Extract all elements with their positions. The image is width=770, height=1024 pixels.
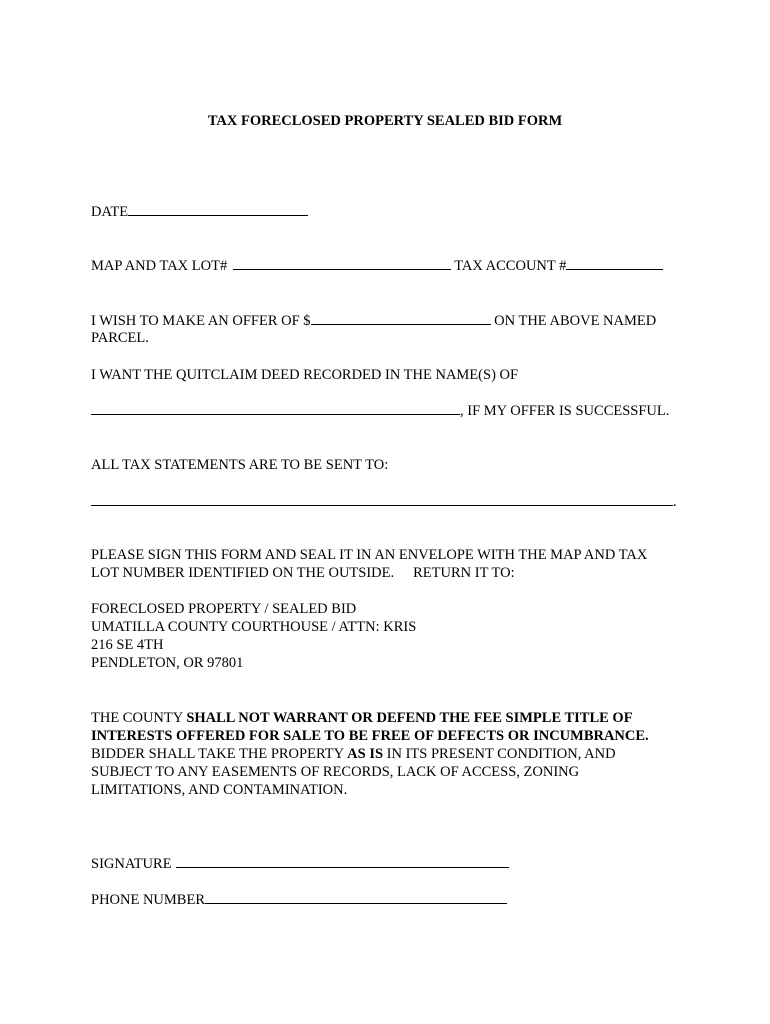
- disclaimer-line-1: [91, 709, 633, 727]
- offer-line2: PARCEL.: [91, 330, 149, 346]
- tax-account-label: TAX ACCOUNT #: [454, 258, 567, 274]
- address-line-4: PENDLETON, OR 97801: [91, 655, 244, 671]
- signature-row: [91, 854, 509, 873]
- offer-amount-field[interactable]: [311, 311, 491, 325]
- disclaimer-l3-plain-b: IN ITS PRESENT CONDITION, AND: [383, 746, 616, 762]
- offer-row: [91, 311, 656, 330]
- offer-suffix: ON THE ABOVE NAMED: [494, 313, 657, 329]
- date-label: DATE: [91, 204, 129, 220]
- phone-label: PHONE NUMBER: [91, 892, 205, 908]
- tax-account-field[interactable]: [566, 256, 663, 270]
- address-line-3: 216 SE 4TH: [91, 637, 164, 653]
- form-title: TAX FORECLOSED PROPERTY SEALED BID FORM: [207, 113, 563, 129]
- signature-field[interactable]: [176, 854, 509, 868]
- quitclaim-suffix: , IF MY OFFER IS SUCCESSFUL.: [460, 403, 670, 419]
- disclaimer-line-2: INTERESTS OFFERED FOR SALE TO BE FREE OF DEFECTS OR INCUMBRANCE.: [91, 728, 649, 744]
- address-line-2: UMATILLA COUNTY COURTHOUSE / ATTN: KRIS: [91, 619, 417, 635]
- quitclaim-line: I WANT THE QUITCLAIM DEED RECORDED IN THE NAME(S) OF: [91, 367, 519, 383]
- phone-field[interactable]: [205, 890, 507, 904]
- map-tax-lot-row: [91, 256, 663, 275]
- statements-address-field[interactable]: [91, 492, 673, 506]
- statements-label: ALL TAX STATEMENTS ARE TO BE SENT TO:: [91, 457, 389, 473]
- instructions-line2a: LOT NUMBER IDENTIFIED ON THE OUTSIDE.: [91, 565, 395, 581]
- quitclaim-name-field[interactable]: [91, 401, 460, 415]
- signature-label: SIGNATURE: [91, 856, 172, 872]
- date-row: [91, 202, 308, 221]
- disclaimer-l3-bold: AS IS: [347, 746, 384, 762]
- instructions-line1: PLEASE SIGN THIS FORM AND SEAL IT IN AN ENVELOPE WITH THE MAP AND TAX: [91, 547, 648, 563]
- instructions-line2: [91, 564, 515, 582]
- disclaimer-line-4: SUBJECT TO ANY EASEMENTS OF RECORDS, LACK OF ACCESS, ZONING: [91, 764, 580, 780]
- statements-address-row: [91, 492, 677, 511]
- disclaimer-line-5: LIMITATIONS, AND CONTAMINATION.: [91, 782, 348, 798]
- offer-prefix: I WISH TO MAKE AN OFFER OF $: [91, 313, 311, 329]
- phone-row: [91, 890, 507, 909]
- instructions-line2b: RETURN IT TO:: [413, 565, 515, 581]
- address-line-1: FORECLOSED PROPERTY / SEALED BID: [91, 601, 357, 617]
- statements-end: .: [673, 494, 677, 510]
- map-tax-lot-label: MAP AND TAX LOT#: [91, 258, 228, 274]
- map-tax-lot-field[interactable]: [233, 256, 451, 270]
- date-field[interactable]: [128, 202, 308, 216]
- quitclaim-name-row: [91, 401, 669, 420]
- disclaimer-l3-plain-a: BIDDER SHALL TAKE THE PROPERTY: [91, 746, 348, 762]
- disclaimer-l1-bold: SHALL NOT WARRANT OR DEFEND THE FEE SIMPLE TITLE OF: [186, 710, 633, 726]
- disclaimer-line-3: [91, 745, 616, 763]
- disclaimer-l1-plain: THE COUNTY: [91, 710, 187, 726]
